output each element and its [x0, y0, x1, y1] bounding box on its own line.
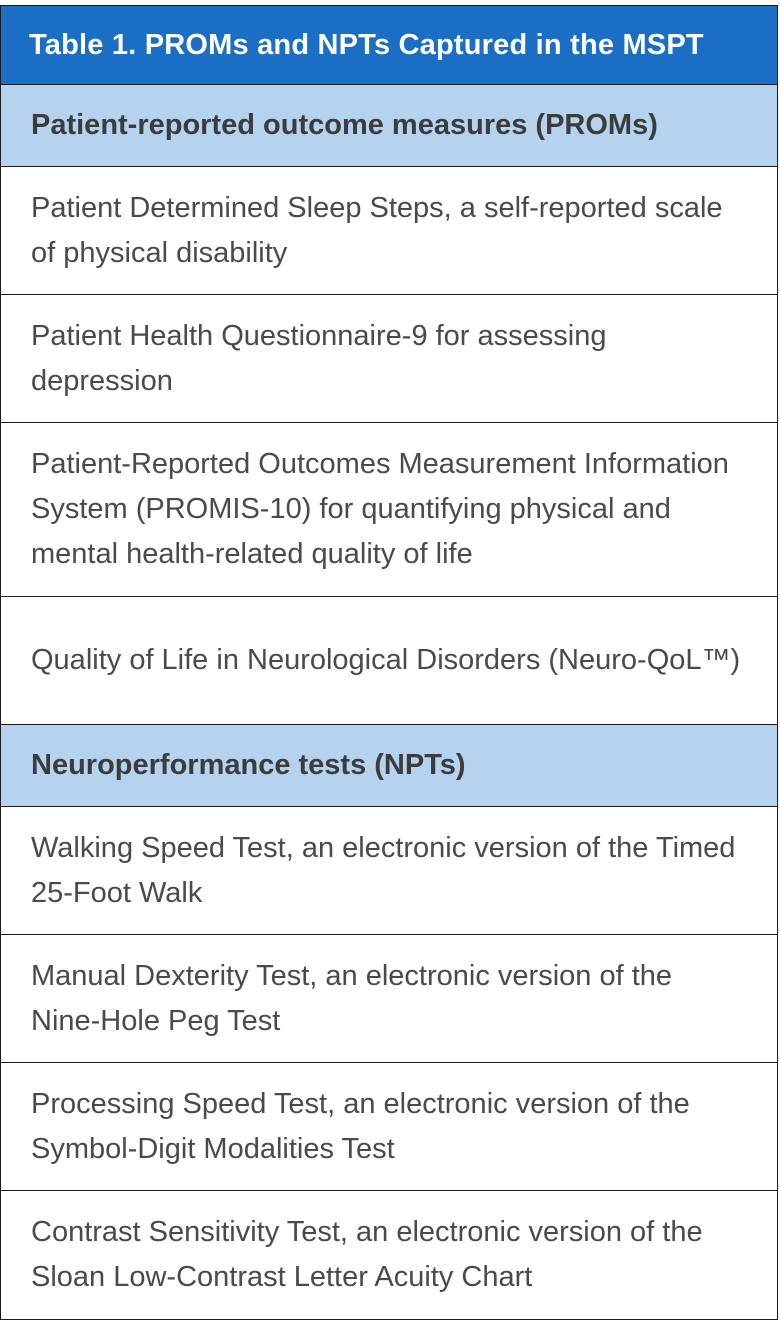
table-row: [1, 167, 777, 295]
table-row: [1, 1191, 777, 1319]
table-row: [1, 295, 777, 423]
section-header-npts: Neuroperformance tests (NPTs): [1, 725, 777, 807]
section-header-proms: Patient-reported outcome measures (PROMs): [1, 85, 777, 167]
row-text: Manual Dexterity Test, an electronic version of the Nine-Hole Peg Test: [31, 959, 673, 1037]
proms-npts-table: [0, 5, 778, 1320]
row-text: Patient Health Questionnaire-9 for assessing depression: [31, 319, 607, 397]
row-text: Walking Speed Test, an electronic version of the Timed 25-Foot Walk: [31, 831, 736, 909]
table-row: [1, 1063, 777, 1191]
table-row: [1, 423, 777, 597]
table-row: [1, 935, 777, 1063]
row-text: Contrast Sensitivity Test, an electronic version of the Sloan Low-Contrast Letter Acuity Chart: [31, 1216, 703, 1293]
table-row: [1, 807, 777, 935]
table-title: Table 1. PROMs and NPTs Captured in the MSPT: [1, 6, 777, 85]
table-row: [1, 597, 777, 725]
row-text: Patient-Reported Outcomes Measurement Information System (PROMIS-10) for quantifying physical and mental health-related quality of life: [31, 448, 729, 570]
row-text: Quality of Life in Neurological Disorders (Neuro-QoL™): [31, 644, 741, 676]
row-text: Processing Speed Test, an electronic version of the Symbol-Digit Modalities Test: [31, 1087, 690, 1165]
row-text: Patient Determined Sleep Steps, a self-reported scale of physical disability: [31, 191, 723, 269]
